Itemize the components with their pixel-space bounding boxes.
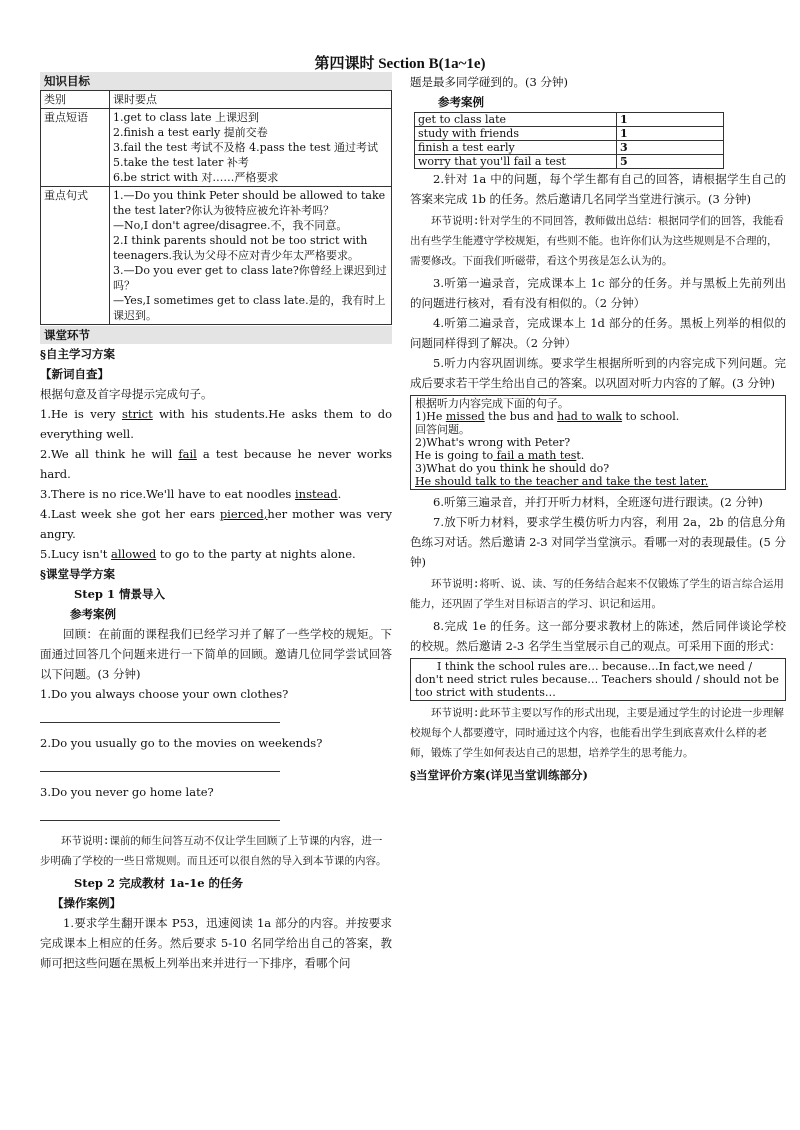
- exercise-item: 2.We all think he will fail a test because he never works hard.: [40, 447, 392, 481]
- exercise-item: 5.Lucy isn't allowed to go to the party at nights alone.: [40, 547, 356, 561]
- question-item: 1.Do you always choose your own clothes?: [40, 687, 289, 701]
- speaking-template-box: I think the school rules are… because…In fact,we need / don't need strict rules because… Teachers should / should not be too strict with students…: [410, 658, 786, 701]
- task-paragraph-continued: 题是最多同学碰到的。(3 分钟): [410, 75, 568, 89]
- section-note: 环节说明:此环节主要以写作的形式出现，主要是通过学生的讨论进一步理解校规每个人都要遵守，同时通过这个内容，也能看出学生到底喜欢什么样的老师，锻炼了学生如何表达自己的思想，培养学生的思考能力。: [410, 707, 784, 759]
- phrase-line: 6.be strict with 对……严格要求: [113, 171, 279, 184]
- sentence-line: —No,I don't agree/disagree.不，我不同意。: [113, 219, 348, 232]
- page-title: 第四课时 Section B(1a~1e): [314, 56, 486, 72]
- sentence-line: 1.—Do you think Peter should be allowed to take the test later?你认为彼特应被允许补考吗？: [113, 189, 386, 217]
- task-paragraph: 8.完成 1e 的任务。这一部分要求教材上的陈述，然后同伴谈论学校的校规。然后邀请 2-3 名学生当堂展示自己的观点。可采用下面的形式：: [410, 619, 786, 653]
- phrase-line: 3.fail the test 考试不及格 4.pass the test 通过考试: [113, 141, 379, 154]
- reference-case-heading: 参考案例: [438, 95, 484, 109]
- answer-line[interactable]: [40, 708, 280, 723]
- phrase-line: 5.take the test later 补考: [113, 156, 249, 169]
- section-note: 环节说明:课前的师生问答互动不仅让学生回顾了上节课的内容，进一步明确了学校的一些日常规则。而且还可以很自然的导入到本节课的内容。: [40, 835, 387, 867]
- task-paragraph: 7.放下听力材料，要求学生模仿听力内容，利用 2a，2b 的信息分角色练习对话。然后邀请 2-3 对同学当堂演示。看哪一对的表现最佳。(5 分钟): [410, 515, 786, 569]
- knowledge-goals-heading: 知识目标: [40, 72, 392, 90]
- exercise-instruction: 根据句意及首字母提示完成句子。: [40, 387, 213, 401]
- right-column: [410, 72, 786, 785]
- section-note: 环节说明:将听、说、读、写的任务结合起来不仅锻炼了学生的语言综合运用能力，还巩固了学生对目标语言的学习、识记和运用。: [410, 578, 784, 610]
- category-phrases: 重点短语: [41, 109, 110, 187]
- table-row: get to class late 1: [415, 113, 724, 127]
- answer-line[interactable]: [40, 806, 280, 821]
- answer-line[interactable]: [40, 757, 280, 772]
- exercise-item: 1.He is very strict with his students.He asks them to do everything well.: [40, 407, 393, 441]
- table-row: worry that you'll fail a test 5: [415, 155, 724, 169]
- table-row: study with friends 1: [415, 127, 724, 141]
- sentences-cell: [110, 187, 392, 325]
- category-sentences: 重点句式: [41, 187, 110, 325]
- task-paragraph: 3.听第一遍录音，完成课本上 1c 部分的任务。并与黑板上先前列出的问题进行核对，看有没有相似的。（2 分钟）: [410, 276, 786, 310]
- task-paragraph: 2.针对 1a 中的问题，每个学生都有自己的回答，请根据学生自己的答案来完成 1b 的任务。然后邀请几名同学当堂进行演示。(3 分钟): [410, 172, 786, 206]
- table-header-points: 课时要点: [110, 91, 392, 109]
- reference-table: [414, 112, 724, 169]
- section-note: 环节说明:针对学生的不同回答，教师做出总结：根据同学们的回答，我能看出有些学生能遵守学校规矩，有些则不能。也许你们认为这些规则是不合理的，需要修改。下面我们听磁带，看这个男孩是怎么认为的。: [410, 215, 784, 267]
- evaluation-heading: §当堂评价方案(详见当堂训练部分): [410, 768, 588, 782]
- exercise-item: 3.There is no rice.We'll have to eat noodles instead.: [40, 487, 342, 501]
- reference-case-heading: 参考案例: [70, 607, 116, 621]
- operation-case-heading: 【操作案例】: [52, 896, 121, 910]
- self-study-heading: §自主学习方案: [40, 347, 116, 361]
- task-paragraph: 4.听第二遍录音，完成课本上 1d 部分的任务。黑板上列举的相似的问题同样得到了解决。（2 分钟）: [410, 316, 786, 350]
- step2-heading: Step 2 完成教材 1a-1e 的任务: [74, 876, 244, 890]
- table-row: finish a test early 3: [415, 141, 724, 155]
- phrases-cell: [110, 109, 392, 187]
- sentence-line: 3.—Do you ever get to class late?你曾经上课迟到过吗？: [113, 264, 387, 292]
- step1-heading: Step 1 情景导入: [74, 587, 165, 601]
- left-column: [40, 72, 392, 973]
- task-paragraph: 6.听第三遍录音，并打开听力材料，全班逐句进行跟读。(2 分钟): [433, 495, 763, 509]
- knowledge-table: [40, 90, 392, 325]
- phrase-line: 2.finish a test early 提前交卷: [113, 126, 268, 139]
- question-item: 2.Do you usually go to the movies on weekends?: [40, 736, 323, 750]
- phrase-line: 1.get to class late 上课迟到: [113, 111, 260, 124]
- exercise-item: 4.Last week she got her ears pierced,her mother was very angry.: [40, 507, 392, 541]
- task-paragraph: 5.听力内容巩固训练。要求学生根据所听到的内容完成下列问题。完成后要求若干学生给出自己的答案。以巩固对听力内容的了解。(3 分钟): [410, 356, 786, 390]
- question-item: 3.Do you never go home late?: [40, 785, 214, 799]
- sentence-line: —Yes,I sometimes get to class late.是的，我有时上课迟到。: [113, 294, 386, 322]
- new-words-heading: 【新词自查】: [40, 367, 109, 381]
- table-header-category: 类别: [41, 91, 110, 109]
- task-paragraph: 1.要求学生翻开课本 P53，迅速阅读 1a 部分的内容。并按要求完成课本上相应的任务。然后要求 5-10 名同学给出自己的答案，教师可把这些问题在黑板上列举出来并进行一下排序，看哪个问: [40, 916, 392, 970]
- review-paragraph: 回顾：在前面的课程我们已经学习并了解了一些学校的规矩。下面通过回答几个问题来进行一下简单的回顾。邀请几位同学尝试回答以下问题。(3 分钟): [40, 627, 392, 681]
- guide-heading: §课堂导学方案: [40, 567, 116, 581]
- listening-exercise-box: 根据听力内容完成下面的句子。 1)He missed the bus and had to walk to school. 回答问题。 2)What's wrong with Peter? He is going to fail a math test. 3)What do you think he should do? He should talk to the teacher and take the test later.: [410, 395, 786, 490]
- class-section-heading: 课堂环节: [40, 326, 392, 344]
- sentence-line: 2.I think parents should not be too strict with teenagers.我认为父母不应对青少年太严格要求。: [113, 234, 368, 262]
